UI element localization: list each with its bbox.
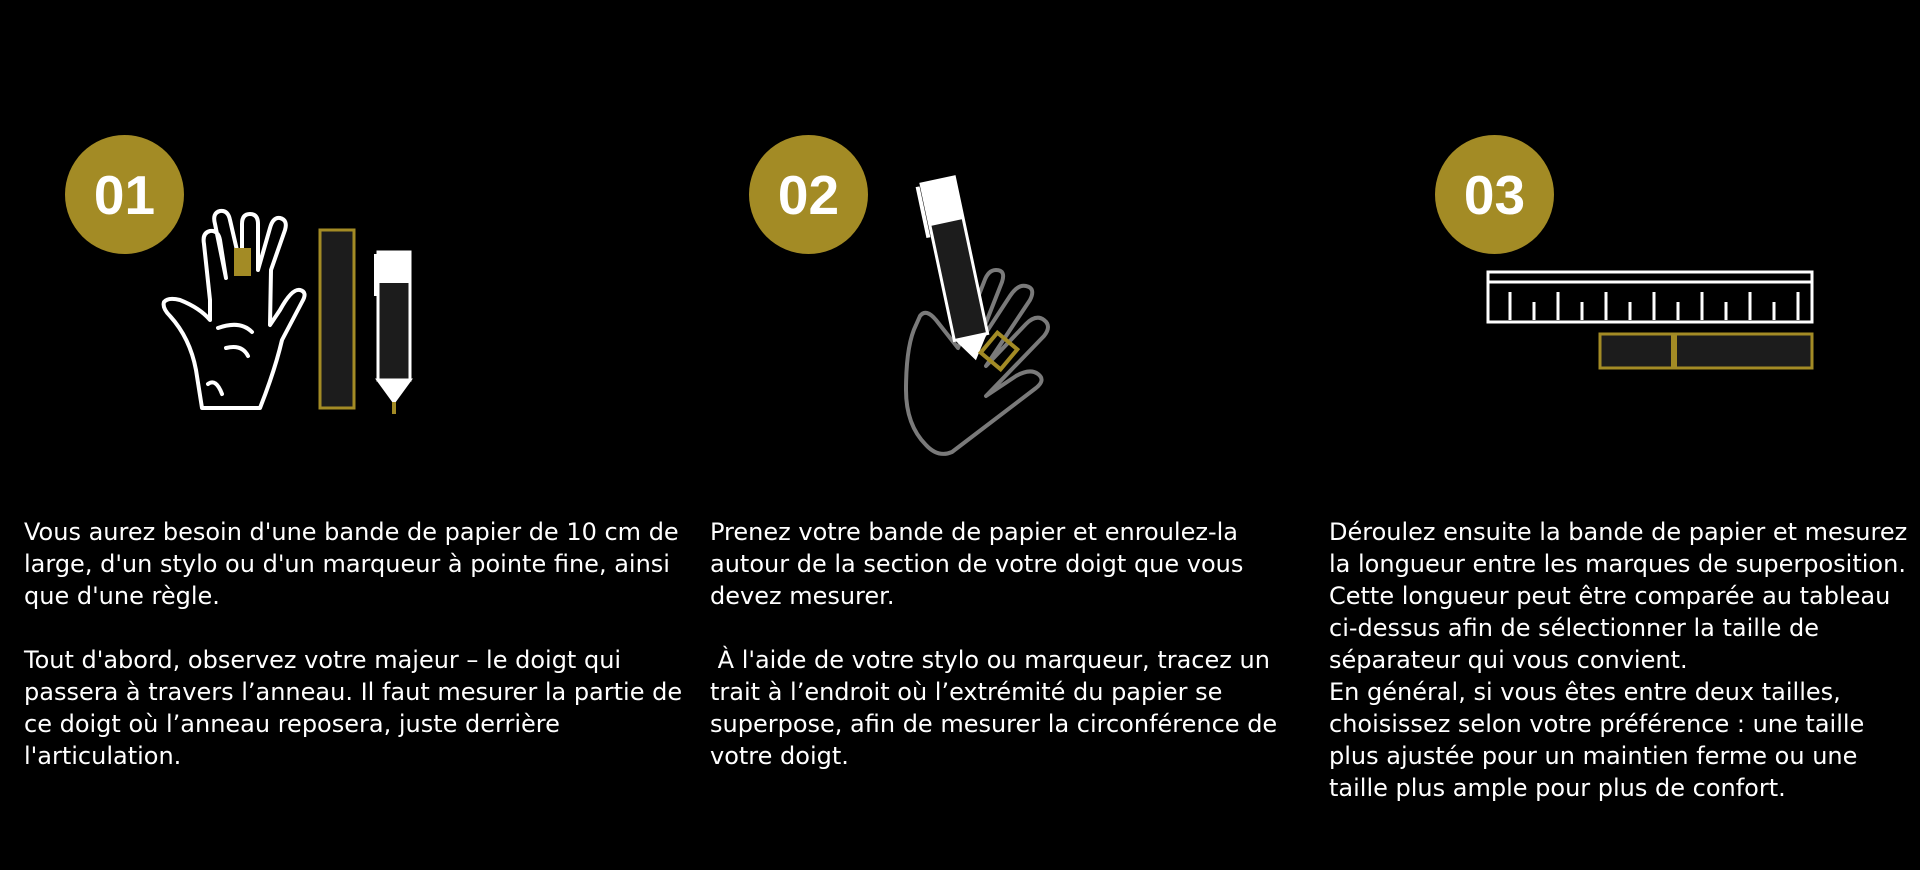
ruler-paper-strip-icon [1486,262,1826,382]
step-number-badge [1435,135,1554,254]
paragraph: En général, si vous êtes entre deux tailles, choisissez selon votre préférence : une taille plus ajustée pour un maintien ferme ou une taille plus ample pour plus de confort. [1329,678,1865,802]
step-number: 02 [777,163,840,226]
step-1 [0,0,690,870]
hand-ruler-pen-icon [130,170,430,430]
paragraph: Déroulez ensuite la bande de papier et mesurez la longueur entre les marques de superposition. Cette longueur peut être comparée au tableau ci-dessus afin de sélectionner la taille de séparateur qui vous convient. [1329,518,1908,674]
step-2 [686,0,1296,870]
paragraph: Prenez votre bande de papier et enroulez-la autour de la section de votre doigt que vous devez mesurer. [710,518,1244,610]
paragraph: Tout d'abord, observez votre majeur – le doigt qui passera à travers l’anneau. Il faut mesurer la partie de ce doigt où l’anneau reposera, juste derrière l'articulation. [24,646,683,770]
step-3-instructions [1329,516,1920,804]
paragraph: Vous aurez besoin d'une bande de papier de 10 cm de large, d'un stylo ou d'un marqueur à pointe fine, ainsi que d'une règle. [24,518,679,610]
step-number: 01 [93,163,156,226]
step-1-instructions [24,516,690,772]
paragraph: À l'aide de votre stylo ou marqueur, tracez un trait à l’endroit où l’extrémité du papier se superpose, afin de mesurer la circonférence de votre doigt. [710,646,1285,770]
step-2-instructions [710,516,1296,772]
step-number: 03 [1463,163,1526,226]
step-3 [1296,0,1920,870]
step-number-badge [749,135,868,254]
hand-marking-pen-icon [866,170,1126,470]
